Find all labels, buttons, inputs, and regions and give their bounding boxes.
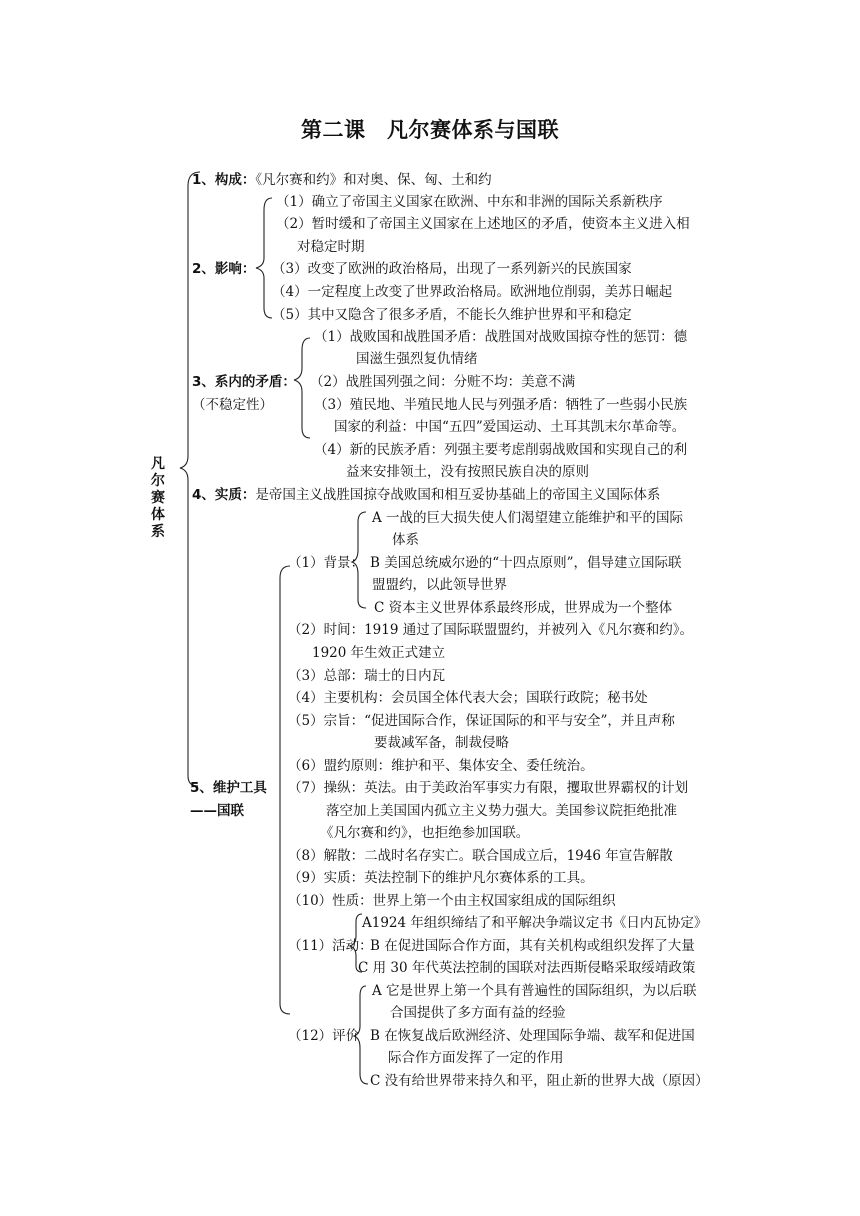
root-label-text: 凡尔赛体系 — [151, 456, 165, 540]
act-item-a: A1924 年组织缔结了和平解决争端议定书《日内瓦协定》 — [362, 915, 708, 931]
s5-eval-label: （12）评价 — [288, 1028, 360, 1044]
s2-item-3: （3）改变了欧洲的政治格局，出现了一系列新兴的民族国家 — [272, 261, 632, 277]
section-3-head: 3、系内的矛盾： — [192, 374, 296, 390]
s3-item-2: （2）战胜国列强之间：分赃不均：美意不满 — [310, 374, 576, 390]
s2-item-5: （5）其中又隐含了很多矛盾，不能长久维护世界和平和稳定 — [272, 307, 632, 323]
eval-item-b-cont: 际合作方面发挥了一定的作用 — [388, 1050, 564, 1066]
eval-item-c: C 没有给世界带来持久和平，阻止新的世界大战（原因） — [370, 1073, 709, 1089]
section-3-sub: （不稳定性） — [192, 397, 273, 413]
section-4 — [192, 486, 660, 504]
section-1 — [192, 171, 492, 189]
bg-item-b: B 美国总统威尔逊的“十四点原则”，倡导建立国际联 — [370, 555, 682, 571]
s5-item-6: （6）盟约原则：维护和平、集体安全、委任统治。 — [288, 758, 594, 774]
bg-item-b-cont: 盟盟约，以此领导世界 — [372, 577, 507, 593]
s3-item-1: （1）战败国和战胜国矛盾：战胜国对战败国掠夺性的惩罚：德 — [314, 329, 688, 345]
bg-item-a-cont: 体系 — [392, 532, 419, 548]
s5-item-4: （4）主要机构：会员国全体代表大会；国联行政院；秘书处 — [288, 690, 648, 706]
section-2-head: 2、影响： — [192, 261, 256, 277]
s2-bracket — [256, 198, 272, 318]
section-1-text: 《凡尔赛和约》和对奥、保、匈、土和约 — [255, 172, 492, 188]
s5-item-3: （3）总部：瑞士的日内瓦 — [288, 668, 446, 684]
s5-act-label: （11）活动： — [288, 938, 373, 954]
s5-item-2-cont: 1920 年生效正式建立 — [312, 645, 446, 661]
s3-item-3-cont: 国家的利益：中国“五四”爱国运动、土耳其凯末尔革命等。 — [334, 419, 686, 435]
s5-item-7-cont-2: 《凡尔赛和约》，也拒绝参加国联。 — [320, 825, 530, 841]
s3-item-3: （3）殖民地、半殖民地人民与列强矛盾：牺牲了一些弱小民族 — [314, 397, 688, 413]
s5-item-7: （7）操纵：英法。由于美政治军事实力有限，攫取世界霸权的计划 — [288, 780, 689, 796]
s2-item-4: （4）一定程度上改变了世界政治格局。欧洲地位削弱，美苏日崛起 — [272, 284, 673, 300]
eval-item-b: B 在恢复战后欧洲经济、处理国际争端、裁军和促进国 — [370, 1028, 695, 1044]
s3-item-4-cont: 益来安排领土，没有按照民族自决的原则 — [346, 464, 589, 480]
act-item-c: C 用 30 年代英法控制的国联对法西斯侵略采取绥靖政策 — [358, 960, 696, 976]
s2-item-2-cont: 对稳定时期 — [297, 239, 365, 255]
eval-item-a-cont: 合国提供了多方面有益的经验 — [390, 1005, 566, 1021]
bg-item-c: C 资本主义世界体系最终形成，世界成为一个整体 — [374, 600, 673, 616]
s5-bg-label: （1）背景： — [288, 555, 365, 571]
s5-item-5: （5）宗旨：“促进国际合作，保证国际的和平与安全”，并且声称 — [288, 713, 675, 729]
s5-item-8: （8）解散：二战时名存实亡。联合国成立后，1946 年宣告解散 — [288, 848, 673, 864]
s5-item-2: （2）时间：1919 通过了国际联盟盟约，并被列入《凡尔赛和约》。 — [288, 622, 693, 638]
bg-item-a: A 一战的巨大损失使人们渴望建立能维护和平的国际 — [372, 510, 684, 526]
s5-item-5-cont: 要裁减军备，制裁侵略 — [374, 735, 509, 751]
s3-bracket — [294, 338, 310, 438]
act-item-b: B 在促进国际合作方面，其有关机构或组织发挥了大量 — [370, 938, 695, 954]
s2-item-2: （2）暂时缓和了帝国主义国家在上述地区的矛盾，使资本主义进入相 — [276, 216, 690, 232]
section-5-head-2: ——国联 — [190, 803, 244, 819]
section-1-head: 1、构成： — [192, 172, 256, 188]
page-title: 第二课 凡尔赛体系与国联 — [301, 118, 559, 142]
s2-item-1: （1）确立了帝国主义国家在欧洲、中东和非洲的国际关系新秩序 — [276, 194, 663, 210]
section-4-head: 4、实质： — [192, 487, 256, 503]
eval-item-a: A 它是世界上第一个具有普遍性的国际组织，为以后联 — [372, 983, 697, 999]
s5-item-9: （9）实质：英法控制下的维护凡尔赛体系的工具。 — [288, 870, 594, 886]
s3-item-1-cont: 国滋生强烈复仇情绪 — [356, 351, 478, 367]
s3-item-4: （4）新的民族矛盾：列强主要考虑削弱战败国和实现自己的利 — [314, 442, 688, 458]
section-4-text: 是帝国主义战胜国掠夺战败国和相互妥协基础上的帝国主义国际体系 — [255, 487, 661, 503]
s5-item-7-cont: 落空加上美国国内孤立主义势力强大。美国参议院拒绝批准 — [326, 803, 677, 819]
section-5-head: 5、维护工具 — [190, 780, 267, 796]
s5-item-10: （10）性质：世界上第一个由主权国家组成的国际组织 — [288, 893, 616, 909]
